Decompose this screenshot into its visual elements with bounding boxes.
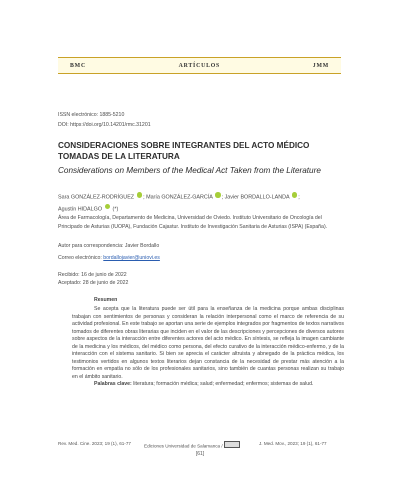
footer-center [144,441,243,449]
author-separator: ; [298,194,300,201]
corresponding-mark: (*) [112,206,119,212]
footer-right: J. Med. Mov., 2023; 19 (1), 61-77 [259,441,327,446]
doi-label: DOI: [58,122,69,128]
header-center: ARTÍCULOS [178,62,221,69]
email-label: Correo electrónico: [58,255,102,261]
orcid-icon[interactable] [137,192,143,198]
footer-left: Rev. Med. Cine. 2023; 19 (1), 61-77 [58,441,131,446]
author-list [58,192,343,215]
orcid-icon[interactable] [215,192,221,198]
abstract-heading: Resumen [94,297,118,303]
doi-line [58,122,151,128]
article-title: CONSIDERACIONES SOBRE INTEGRANTES DEL ACTO MÉDICO TOMADAS DE LA LITERATURA [58,141,310,161]
author-name: Sara GONZÁLEZ-RODRÍGUEZ [58,194,135,201]
orcid-icon[interactable] [292,192,298,198]
header-right: JMM [312,62,329,69]
page-number: [61] [195,451,205,457]
header-left: BMC [70,62,86,69]
keywords-label: Palabras clave: [94,380,132,387]
author-name: ; María GONZÁLEZ-GARCÍA [143,194,213,201]
issn-line: ISSN electrónico: 1885-5210 [58,112,125,118]
accepted-date: Aceptado: 28 de junio de 2022 [58,280,129,286]
correspondence-line: Autor para correspondencia: Javier Bordallo [58,243,160,249]
abstract-section [72,297,344,388]
journal-header-bar [58,57,341,74]
footer-center-text: Ediciones Universidad de Salamanca / [144,443,223,449]
abstract-body: Se acepta que la literatura puede ser útil para la enseñanza de la medicina porque ambas disciplinas trabajan con sentimientos de personas y consideran la relación interpersonal como el marco de referencia de su actividad profesional. En este trabajo se aportan una serie de ejemplos integrados por fragmentos de textos narrativos tomados de diferentes obras literarias que inciden en el valor de las descripciones y percepciones de diversos autores sobre aspectos de la interacción entre diferentes actores del acto médico. En síntesis, se refleja la imagen cambiante de la medicina y los médicos, del médico como persona, del efecto curativo de la interacción médico-enfermo, y de la interacción con el sistema sanitario. Si bien se aprecia el carácter altruista y abnegado de la práctica médica, los testimonios vertidos en algunos textos literarios dejan constancia de la necesidad de prestar más atención a la formación en empatía no sólo de los profesionales sanitarios, sino también de cuantas personas realizan su trabajo en el ámbito sanitario. [72,306,344,380]
email-line [58,255,160,261]
orcid-icon[interactable] [105,204,111,210]
keywords-text: literatura; formación médica; salud; enfermedad; enfermos; sistemas de salud. [131,380,314,387]
doi-link[interactable]: https://doi.org/10.14201/rmc.31201 [70,122,151,128]
author-name: Agustín HIDALGO [58,206,103,212]
author-name: ; Javier BORDALLO-LANDA [221,194,290,201]
email-link[interactable]: bordallojavier@uniovi.es [103,255,160,261]
keywords-line [72,381,344,388]
article-subtitle: Considerations on Members of the Medical Act Taken from the Literature [58,166,321,175]
affiliation: Área de Farmacología, Departamento de Medicina, Universidad de Oviedo. Instituto Universitario de Oncología del Principado de Asturias (IUOPA), Fundación Cajastur. Instituto de Investigación Sanitaria de Asturias (ISPA) (España). [58,215,328,230]
cc-license-icon[interactable] [224,441,240,448]
received-date: Recibido: 16 de junio de 2022 [58,272,127,278]
